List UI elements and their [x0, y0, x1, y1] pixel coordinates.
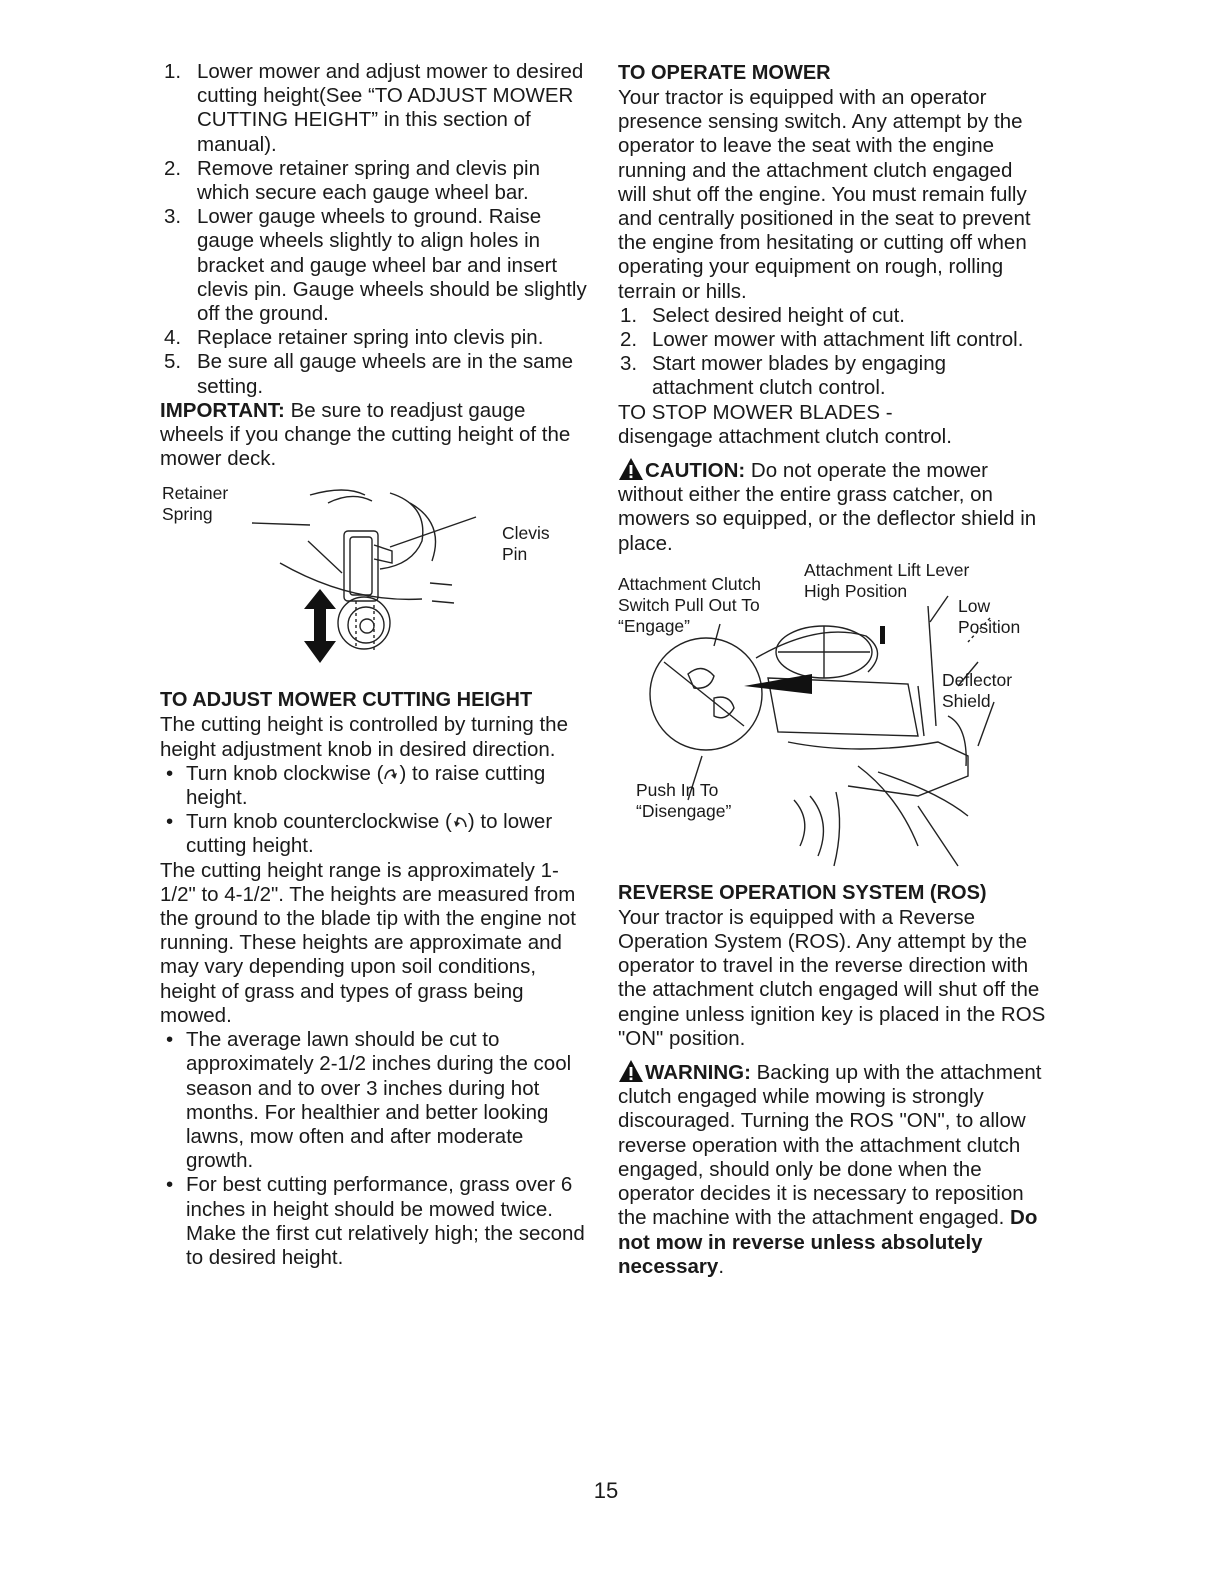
left-column: [160, 60, 592, 1270]
list-item: • For best cutting performance, grass over 6 inches in height should be mowed twice. Make the first cut relatively high; the second to desired height.: [166, 1173, 585, 1269]
lift-lever-label: Attachment Lift Lever High Position: [804, 559, 970, 601]
clutch-engage-label: Attachment Clutch Switch Pull Out To “Engage”: [618, 573, 761, 636]
warning-triangle-icon: [618, 1059, 644, 1083]
list-item: 3. Lower gauge wheels to ground. Raise gauge wheels slightly to align holes in bracket and gauge wheel bar and insert clevis pin. Gauge wheels should be slightly off the ground.: [164, 205, 587, 326]
push-disengage-label: Push In To “Disengage”: [636, 779, 732, 821]
low-position-label: Low Position: [958, 595, 1021, 637]
clevis-pin-label: Clevis Pin: [502, 523, 550, 565]
list-item: • Turn knob clockwise ( ) to raise cutting height.: [166, 761, 546, 810]
list-item: 5. Be sure all gauge wheels are in the same setting.: [164, 350, 574, 398]
mowing-tips-list: [160, 1028, 592, 1270]
operate-steps: [618, 304, 1046, 401]
gauge-wheel-figure: [160, 483, 592, 679]
operate-mower-text: Your tractor is equipped with an operator presence sensing switch. Any attempt by the operator to leave the seat with the engine running and the attachment clutch engaged will shut off the engine. You must remain fully and centrally positioned in the seat to prevent the engine from hesitating or cutting off when operating your equipment on rough, rolling terrain or hills.: [618, 86, 1031, 303]
ros-heading: REVERSE OPERATION SYSTEM (ROS): [618, 881, 987, 904]
list-item: 4. Replace retainer spring into clevis pin.: [164, 326, 544, 350]
knob-direction-list: [160, 762, 592, 859]
ros-text: Your tractor is equipped with a Reverse Operation System (ROS). Any attempt by the operator to travel in the reverse direction with the attachment clutch engaged will shut off the engine unless ignition key is placed in the ROS "ON" position.: [618, 905, 1046, 1050]
list-item: 2. Lower mower with attachment lift control.: [620, 328, 1024, 352]
cutting-range-text: The cutting height range is approximately 1-1/2" to 4-1/2". The heights are measured from the ground to the blade tip with the engine not running. These heights are approximate and may vary depending upon soil conditions, height of grass and types of grass being mowed.: [160, 858, 577, 1027]
caution-triangle-icon: [618, 457, 644, 481]
clockwise-arrow-icon: [383, 767, 399, 781]
tractor-controls-figure: [618, 559, 1046, 872]
list-item: 1. Lower mower and adjust mower to desired cutting height(See “TO ADJUST MOWER CUTTING HEIGHT” in this section of manual).: [164, 60, 584, 156]
warning-note: WARNING: Backing up with the attachment clutch engaged while mowing is strongly discouraged. Turning the ROS "ON", to allow reverse operation with the attachment clutch engaged, should only be done when the operator decides it is necessary to reposition the machine with the attachment engaged. Do not mow in reverse unless absolutely necessary.: [618, 1061, 1042, 1278]
stop-blades-line: TO STOP MOWER BLADES -: [618, 400, 893, 424]
caution-note: CAUTION: Do not operate the mower without either the entire grass catcher, on mowers so equipped, or the deflector shield in place.: [618, 459, 1037, 555]
counterclockwise-arrow-icon: [452, 815, 468, 829]
list-item: 1. Select desired height of cut.: [620, 303, 905, 327]
list-item: 2. Remove retainer spring and clevis pin which secure each gauge wheel bar.: [164, 156, 540, 205]
page-number: 15: [593, 1478, 619, 1503]
stop-blades-instruction: disengage attachment clutch control.: [618, 424, 952, 448]
list-item: • Turn knob counterclockwise ( ) to lower cutting height.: [166, 810, 553, 858]
important-note: IMPORTANT: Be sure to readjust gauge wheels if you change the cutting height of the mower deck.: [160, 398, 571, 471]
list-item: 3. Start mower blades by engaging attachment clutch control.: [620, 352, 947, 400]
retainer-spring-label: Retainer Spring: [162, 483, 229, 525]
cutting-height-heading: TO ADJUST MOWER CUTTING HEIGHT: [160, 689, 533, 712]
cutting-intro: The cutting height is controlled by turning the height adjustment knob in desired direction.: [160, 713, 568, 761]
list-item: • The average lawn should be cut to approximately 2-1/2 inches during the cool season and to over 3 inches during hot months. For healthier and better looking lawns, mow often and after moderate growth.: [166, 1028, 572, 1173]
right-column: [618, 60, 1046, 1279]
deflector-shield-label: Deflector Shield: [942, 669, 1013, 711]
gauge-wheel-steps: [160, 60, 592, 399]
operate-mower-heading: TO OPERATE MOWER: [618, 62, 831, 84]
